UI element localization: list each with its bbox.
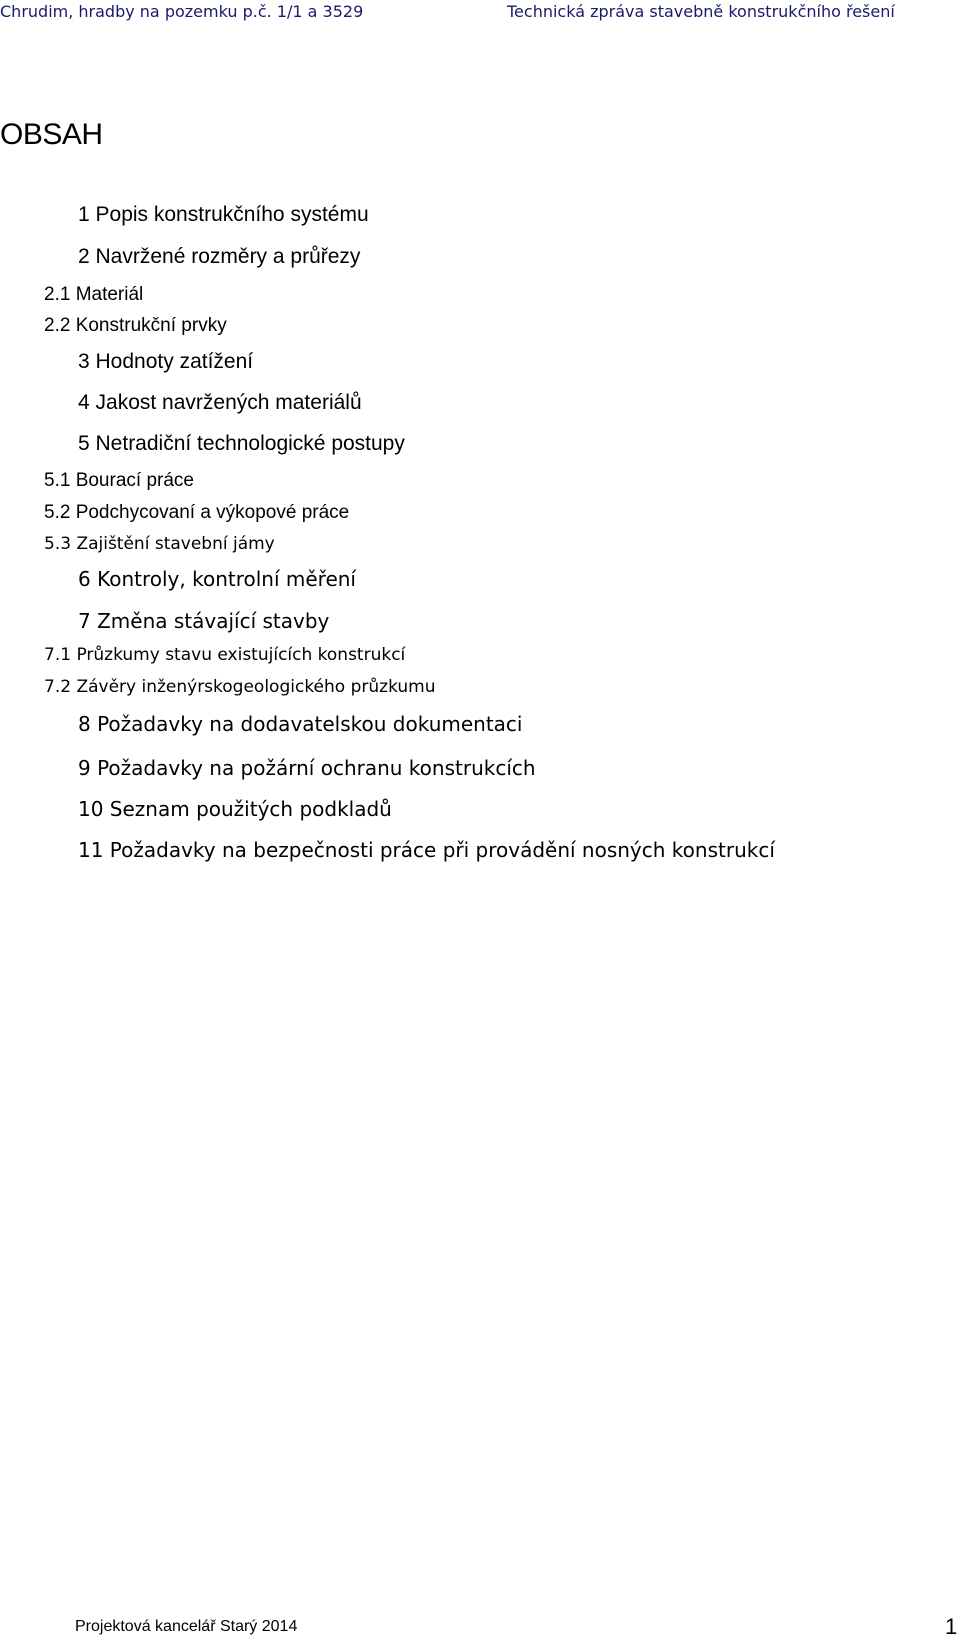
toc-entry-2[interactable]: 2 Navržené rozměry a průřezy <box>78 245 361 268</box>
page-title: OBSAH <box>0 118 103 151</box>
header-project-name: Chrudim, hradby na pozemku p.č. 1/1 a 3529 <box>0 2 364 21</box>
toc-entry-5-1[interactable]: 5.1 Bourací práce <box>44 470 194 491</box>
header-document-title: Technická zpráva stavebně konstrukčního řešení <box>507 2 895 21</box>
toc-entry-5-2[interactable]: 5.2 Podchycovaní a výkopové práce <box>44 502 350 523</box>
toc-entry-4[interactable]: 4 Jakost navržených materiálů <box>78 391 362 414</box>
toc-entry-2-1[interactable]: 2.1 Materiál <box>44 284 144 305</box>
toc-entry-5[interactable]: 5 Netradiční technologické postupy <box>78 432 405 455</box>
toc-entry-10[interactable]: 10 Seznam použitých podkladů <box>78 797 392 821</box>
page-number: 1 <box>945 1614 958 1639</box>
footer-company: Projektová kancelář Starý 2014 <box>75 1618 298 1635</box>
toc-entry-1[interactable]: 1 Popis konstrukčního systému <box>78 203 369 226</box>
toc-entry-8[interactable]: 8 Požadavky na dodavatelskou dokumentaci <box>78 712 523 736</box>
toc-entry-9[interactable]: 9 Požadavky na požární ochranu konstrukcích <box>78 756 536 780</box>
toc-entry-3[interactable]: 3 Hodnoty zatížení <box>78 350 254 373</box>
toc-entry-7[interactable]: 7 Změna stávající stavby <box>78 609 330 633</box>
toc-entry-2-2[interactable]: 2.2 Konstrukční prvky <box>44 315 227 336</box>
toc-entry-6[interactable]: 6 Kontroly, kontrolní měření <box>78 567 356 591</box>
toc-entry-5-3[interactable]: 5.3 Zajištění stavební jámy <box>44 534 275 554</box>
toc-entry-11[interactable]: 11 Požadavky na bezpečnosti práce při provádění nosných konstrukcí <box>78 838 775 862</box>
toc-entry-7-1[interactable]: 7.1 Průzkumy stavu existujících konstrukcí <box>44 645 406 665</box>
toc-entry-7-2[interactable]: 7.2 Závěry inženýrskogeologického průzkumu <box>44 677 436 697</box>
